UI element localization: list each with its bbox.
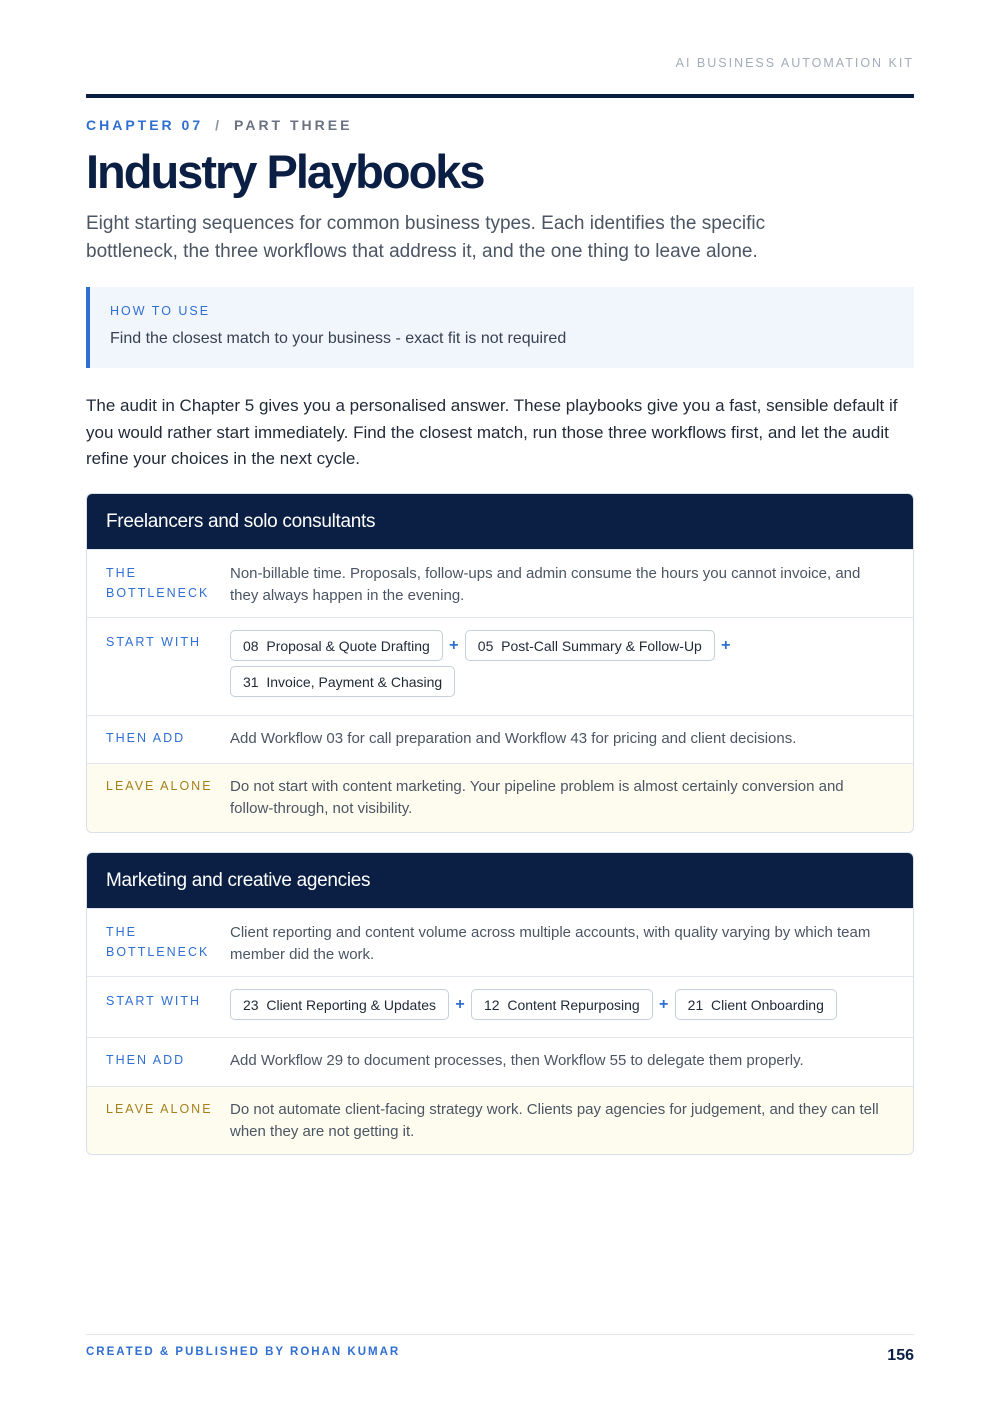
bottleneck-text: Client reporting and content volume across multiple accounts, with quality varying by which team member did the work. [230, 924, 871, 963]
workflow-chips [230, 630, 913, 715]
footer-rule [86, 1334, 914, 1335]
eyebrow-separator: / [215, 117, 223, 133]
workflow-chip[interactable]: 12 Content Repurposing [471, 989, 653, 1020]
playbook-card-freelancers [86, 493, 914, 833]
bottleneck-text: Non-billable time. Proposals, follow-ups and admin consume the hours you cannot invoice, and they always happen in the evening. [230, 565, 861, 604]
bottleneck-row [87, 908, 913, 976]
leave-alone-label: LEAVE ALONE [106, 779, 213, 793]
bottleneck-label-line2: BOTTLENECK [106, 586, 210, 600]
start-with-label: START WITH [106, 635, 201, 649]
then-add-text: Add Workflow 29 to document processes, then Workflow 55 to delegate them properly. [230, 1052, 804, 1069]
then-add-row [87, 715, 913, 763]
header-rule [86, 94, 914, 98]
then-add-text: Add Workflow 03 for call preparation and Workflow 43 for pricing and client decisions. [230, 730, 797, 747]
running-header: AI BUSINESS AUTOMATION KIT [675, 56, 914, 70]
part-label: PART THREE [234, 117, 353, 133]
playbook-card-agencies [86, 852, 914, 1155]
leave-alone-row [87, 1086, 913, 1154]
start-with-row [87, 617, 913, 715]
chapter-eyebrow [86, 117, 352, 133]
then-add-label: THEN ADD [106, 731, 186, 745]
page-title: Industry Playbooks [86, 145, 484, 198]
plus-icon: + [449, 636, 459, 654]
plus-icon: + [721, 636, 731, 654]
leave-alone-label: LEAVE ALONE [106, 1102, 213, 1116]
leave-alone-text: Do not start with content marketing. Your pipeline problem is almost certainly conversion and follow-through, not visibility. [230, 778, 844, 817]
leave-alone-text: Do not automate client-facing strategy work. Clients pay agencies for judgement, and they can tell when they are not getting it. [230, 1101, 879, 1140]
callout-text: Find the closest match to your business - exact fit is not required [110, 330, 567, 347]
start-with-row [87, 976, 913, 1037]
workflow-chip[interactable]: 08 Proposal & Quote Drafting [230, 630, 443, 661]
callout-label: HOW TO USE [110, 304, 211, 318]
playbook-heading: Freelancers and solo consultants [87, 494, 913, 549]
workflow-chip[interactable]: 05 Post-Call Summary & Follow-Up [465, 630, 715, 661]
workflow-chip[interactable]: 21 Client Onboarding [675, 989, 837, 1020]
then-add-label: THEN ADD [106, 1053, 186, 1067]
intro-paragraph: The audit in Chapter 5 gives you a personalised answer. These playbooks give you a fast, sensible default if you would rather start immediately. Find the closest match, run those three workflows first, and let the audit refine your choices in the next cycle. [86, 396, 898, 468]
lede-paragraph: Eight starting sequences for common business types. Each identifies the specific bottleneck, the three workflows that address it, and the one thing to leave alone. [86, 213, 766, 262]
bottleneck-label-line1: THE [106, 566, 137, 580]
then-add-row [87, 1037, 913, 1086]
bottleneck-label-line1: THE [106, 925, 137, 939]
bottleneck-label [87, 922, 230, 976]
plus-icon: + [659, 995, 669, 1013]
start-with-label: START WITH [106, 994, 201, 1008]
playbook-heading: Marketing and creative agencies [87, 853, 913, 908]
workflow-chips [230, 989, 913, 1037]
page-number: 156 [887, 1347, 914, 1364]
workflow-chip[interactable]: 31 Invoice, Payment & Chasing [230, 666, 455, 697]
workflow-chip[interactable]: 23 Client Reporting & Updates [230, 989, 449, 1020]
bottleneck-row [87, 549, 913, 617]
chapter-label: CHAPTER 07 [86, 117, 204, 133]
bottleneck-label [87, 563, 230, 617]
leave-alone-row [87, 763, 913, 832]
footer-credit: CREATED & PUBLISHED BY ROHAN KUMAR [86, 1346, 401, 1358]
bottleneck-label-line2: BOTTLENECK [106, 945, 210, 959]
how-to-use-callout [86, 287, 914, 368]
plus-icon: + [455, 995, 465, 1013]
